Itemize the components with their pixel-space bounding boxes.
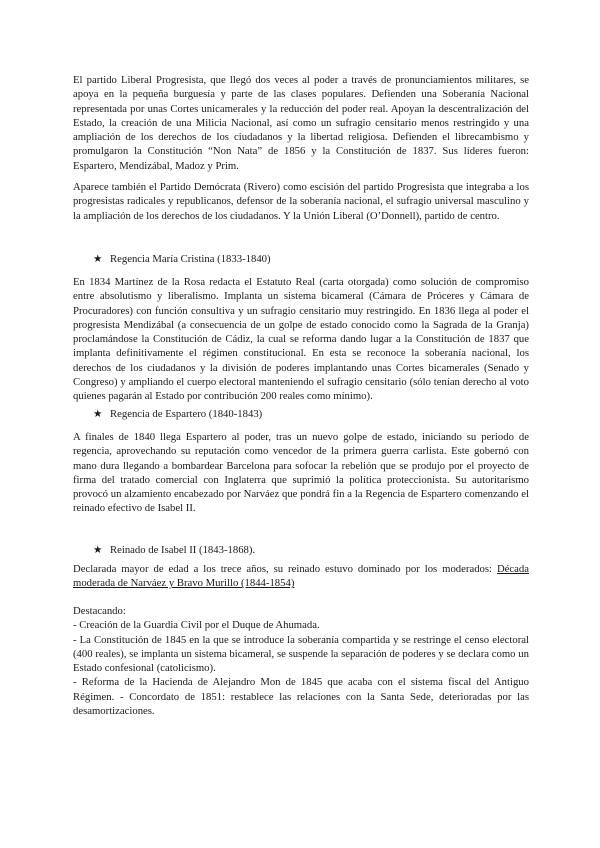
heading-isabel <box>93 543 255 557</box>
heading-espartero-text: Regencia de Espartero (1840-1843) <box>110 408 263 420</box>
list-item: - Creación de la Guardia Civil por el Duque de Ahumada. <box>73 619 320 632</box>
paragraph-maria-cristina: En 1834 Martínez de la Rosa redacta el Estatuto Real (carta otorgada) como solución de compromiso entre absolutismo y liberalismo. Implanta un sistema bicameral (Cámara de Próceres y Cámara de Procuradores) con función consultiva y un sufragio censitario muy restringido. En 1836 llega al poder el progresista Mendizábal (a consecuencia de un golpe de estado conocido como la Sagrada de la Granja) proclamándose la Constitución de Cádiz, la cual se reforma dando lugar a la Constitución de 1837 que implanta definitivamente el régimen constitucional. En esta se reconoce la soberanía nacional, los derechos de los ciudadanos y la división de poderes implantando unas Cortes bicamerales (Senado y Congreso) y ampliando el cuerpo electoral manteniendo el sufragio censitario (sólo tenían derecho al voto quienes pagarán al Estado por contribución 200 reales como mínimo). <box>73 276 529 403</box>
paragraph-isabel <box>73 562 529 591</box>
list-item: - Reforma de la Hacienda de Alejandro Mon de 1845 que acaba con el sistema fiscal del Antiguo Régimen. - Concordato de 1851: restablece las relaciones con la Santa Sede, deterioradas por las desamortizaciones. <box>73 676 529 718</box>
paragraph-espartero: A finales de 1840 llega Espartero al poder, tras un nuevo golpe de estado, iniciando su periodo de regencia, aprovechando su reputación como vencedor de la primera guerra carlista. Este gobernó con mano dura llegando a bombardear Barcelona para sofocar la rebelión que se produjo por el proyecto de firma del tratado comercial con Inglaterra que suprimió la política proteccionista. Su autoritarismo provocó un alzamiento encabezado por Narváez que pondrá fin a la Regencia de Espartero comenzando el reinado efectivo de Isabel II. <box>73 431 529 515</box>
list-destacando <box>73 604 529 718</box>
star-icon: ★ <box>93 544 103 556</box>
paragraph-progresista: El partido Liberal Progresista, que llegó dos veces al poder a través de pronunciamientos militares, se apoya en la pequeña burguesía y parte de las clases populares. Defienden una Soberanía Nacional representada por unas Cortes unicamerales y la reducción del poder real. Apoyan la descentralización del Estado, la creación de una Milicia Nacional, así como un sufragio censitario menos restringido y una ampliación de los derechos de los ciudadanos y la libertad religiosa. Defienden el librecambismo y promulgaron la Constitución “Non Nata” de 1856 y la Constitución de 1837. Sus líderes fueron: Espartero, Mendizábal, Madoz y Prim. <box>73 74 529 172</box>
heading-maria-cristina-text: Regencia María Cristina (1833-1840) <box>110 253 271 265</box>
star-icon: ★ <box>93 408 103 420</box>
list-title: Destacando: <box>73 605 126 617</box>
heading-maria-cristina <box>93 252 271 266</box>
list-item: - La Constitución de 1845 en la que se introduce la soberanía compartida y se restringe el censo electoral (400 reales), se implanta un sistema bicameral, se suspende la separación de poderes y se declara como un Estado confesional (catolicismo). <box>73 633 529 675</box>
paragraph-democrata: Aparece también el Partido Demócrata (Rivero) como escisión del partido Progresista que integraba a los progresistas radicales y republicanos, defensor de la soberanía nacional, el sufragio universal masculino y la ampliación de los derechos de los ciudadanos. Y la Unión Liberal (O’Donnell), partido de centro. <box>73 181 529 222</box>
isabel-intro-text: Declarada mayor de edad a los trece años, su reinado estuvo dominado por los moderados: <box>73 563 497 575</box>
heading-espartero <box>93 407 262 421</box>
heading-isabel-text: Reinado de Isabel II (1843-1868). <box>110 544 256 556</box>
decada-moderada-underlined: Década moderada de Narváez y Bravo Murillo (1844-1854) <box>73 563 529 590</box>
star-icon: ★ <box>93 253 103 265</box>
